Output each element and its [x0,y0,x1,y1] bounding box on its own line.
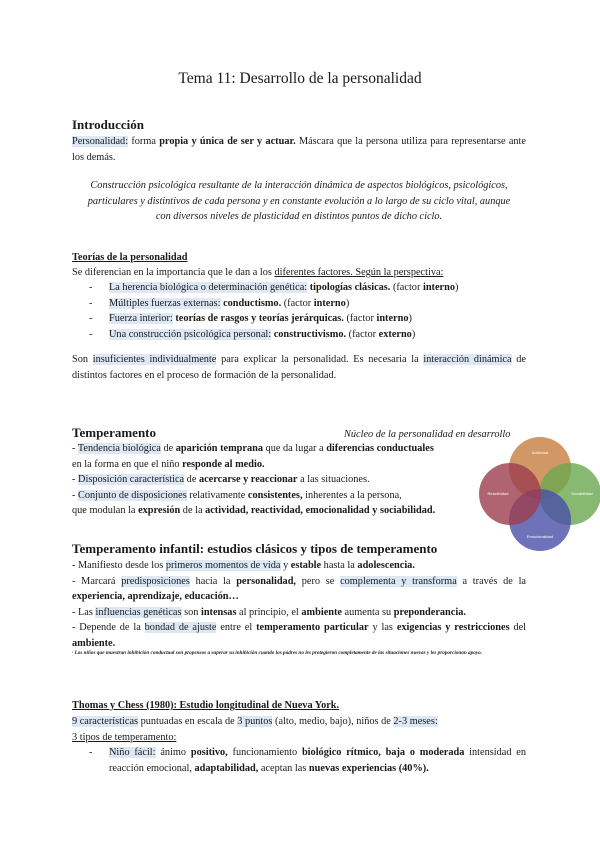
line [72,620,526,651]
text: a las situaciones. [297,474,370,485]
temperament-venn-diagram [476,434,600,556]
text: 2-3 meses: [393,716,438,727]
list-item [72,296,526,312]
thomas-heading: Thomas y Chess (1980): Estudio longitudinal de Nueva York. [72,700,340,711]
thomas-list [72,745,526,776]
text: - [72,489,79,501]
text: que modulan la [72,505,139,516]
text: - Depende de la [72,622,145,633]
text: ánimo [155,747,191,758]
text: diferentes factores. [274,267,353,278]
infantil-note: · Los niños que muestran inhibición conductual son propensos a superar su inhibición cuando los padres no les protegieron completamente de las situaciones nuevas y les proporcionan apoyo. [72,650,483,656]
text: de distintos factores en el proceso de formación de la personalidad. [72,354,526,381]
text: insuficientes individualmente [92,354,217,365]
def-bold: propia y única de ser y actuar. [159,136,296,147]
text: funcionamiento [227,747,302,758]
intro-quote: Construcción psicológica resultante de la interacción dinámica de aspectos biológicos, psicológicos, particulares y distintivos de cada persona y en constante evolución a lo largo de su ciclo vital, aunque con diversos niveles de plasticidad en distintos puntos de dicho ciclo. [87,180,511,222]
text: Fuerza interior: [109,313,173,324]
text: forma [128,136,160,147]
temperamento-heading: Temperamento [72,425,157,440]
line [72,488,472,504]
text: son [181,606,201,618]
text: de [184,474,199,485]
line [72,503,472,519]
venn-label-actividad: Actividad [531,450,549,455]
text: experiencia, aprendizaje, educación… [72,591,239,602]
text: - [72,474,79,485]
text: interno [313,297,346,309]
text: intensidad en reacción emocional, [109,747,526,774]
list-item [72,311,526,327]
text: - Marcará [72,575,122,587]
infantil-body [72,558,526,651]
text: al principio, el [236,606,302,618]
infantil-heading: Temperamento infantil: estudios clásicos y tipos de temperamento [72,541,438,556]
text: diferencias conductuales [326,443,434,454]
text: Una construcción psicológica personal: [109,328,272,340]
text: tipologías clásicas. [309,282,391,293]
temperamento-body [72,441,472,519]
text: Disposición característica [78,474,185,485]
text: puntuadas en escala de [138,716,238,727]
text: de la [180,505,206,516]
teorias-lead [72,265,526,281]
text: adolescencia. [357,560,415,571]
text: hacia la [189,575,237,587]
text: para explicar la personalidad. Es necesaria la [216,354,424,365]
text: influencias genéticas [95,606,182,618]
text: intensas [200,606,237,618]
text: Se diferencian en la importancia que le dan a los [72,267,275,278]
text: relativamente [186,489,248,501]
text: interacción dinámica [423,354,512,365]
text: aceptan las [258,762,309,774]
text: 9 características [72,716,139,727]
list-item [72,745,526,776]
list-item [72,327,526,343]
text: acercarse y reaccionar [198,474,298,485]
intro-heading: Introducción [72,117,144,132]
text: nuevas experiencias (40%). [308,762,429,774]
line: 3 tipos de temperamento: [72,731,177,743]
text: (factor [281,297,314,309]
def-term: Personalidad: [72,136,129,147]
text: a través de la [456,575,527,587]
text: ) [408,313,412,324]
text: del [509,622,527,633]
text: - Manifiesto desde los [72,560,166,571]
text: temperamento particular [256,622,369,633]
text: 3 puntos [237,716,273,727]
text: ) [455,282,459,293]
teorias-closing [72,352,526,383]
text: teorías de rasgos y teorías jerárquicas. [175,313,344,324]
line [72,714,526,730]
text: (factor [346,328,379,340]
thomas-body [72,714,526,776]
text: predisposiciones [121,575,190,587]
text: - [72,443,78,454]
text: ) [411,328,416,340]
line [72,605,526,621]
text: consistentes, [247,489,303,501]
text: primeros momentos de vida [165,560,281,571]
text: (factor [390,282,423,293]
text: entre el [216,622,257,633]
text: de [160,443,176,454]
text: La herencia biológica o determinación genética: [109,282,308,293]
text: Tendencia biológica [77,443,161,454]
text: biológico rítmico, baja o moderada [301,747,465,758]
intro-definition [72,134,526,165]
text: aumenta su [341,606,394,618]
venn-label-emocionalidad: Emocionalidad [526,534,554,539]
text: positivo, [190,747,228,758]
text: conductismo. [223,297,282,309]
line [72,457,472,473]
text: complementa y transforma [340,575,457,587]
text: que da lugar a [263,443,327,454]
text: y [280,560,291,571]
text: interno [376,313,409,324]
text: Son [72,354,93,365]
text: aparición temprana [175,443,263,454]
venn-label-sociabilidad: Sociabilidad [571,491,593,496]
text: responde al medio. [182,458,265,470]
text: y las [368,622,397,633]
text: preponderancia. [393,606,466,618]
text: hasta la [321,560,358,571]
temperamento-aside: Núcleo de la personalidad en desarrollo [344,429,511,440]
text: adaptabilidad, [194,762,259,774]
line [72,558,526,574]
venn-label-reactividad: Reactividad [487,491,509,496]
text: bondad de ajuste [144,622,217,633]
text: inherentes a la persona, [302,489,402,501]
text: ambiente [301,606,342,618]
text: interno [422,282,456,293]
text: estable [290,560,322,571]
teorias-list [72,280,526,342]
text: expresión [138,505,181,516]
text: exigencias y restricciones [396,622,510,633]
text: actividad, reactividad, emocionalidad y sociabilidad. [205,505,436,516]
text: Niño fácil: [109,747,156,758]
text: personalidad, [236,575,296,587]
text: ) [345,297,350,309]
text: Conjunto de disposiciones [78,489,187,501]
text: Según la perspectiva: [352,267,444,278]
text: Múltiples fuerzas externas: [109,297,221,309]
page-title: Tema 11: Desarrollo de la personalidad [178,70,422,87]
line [72,574,526,605]
text: - Las [72,606,96,618]
line [72,441,472,457]
teorias-heading: Teorías de la personalidad [72,252,188,263]
text: (alto, medio, bajo), niños de [272,716,394,727]
text: Máscara que la persona utiliza para representarse ante los demás. [72,136,526,163]
text: en la forma en que el niño [72,458,183,470]
text: pero se [296,575,341,587]
list-item [72,280,526,296]
text: constructivismo. [273,328,347,340]
text: externo [378,328,412,340]
line [72,472,472,488]
text: (factor [343,313,377,324]
text: ambiente. [72,637,116,649]
